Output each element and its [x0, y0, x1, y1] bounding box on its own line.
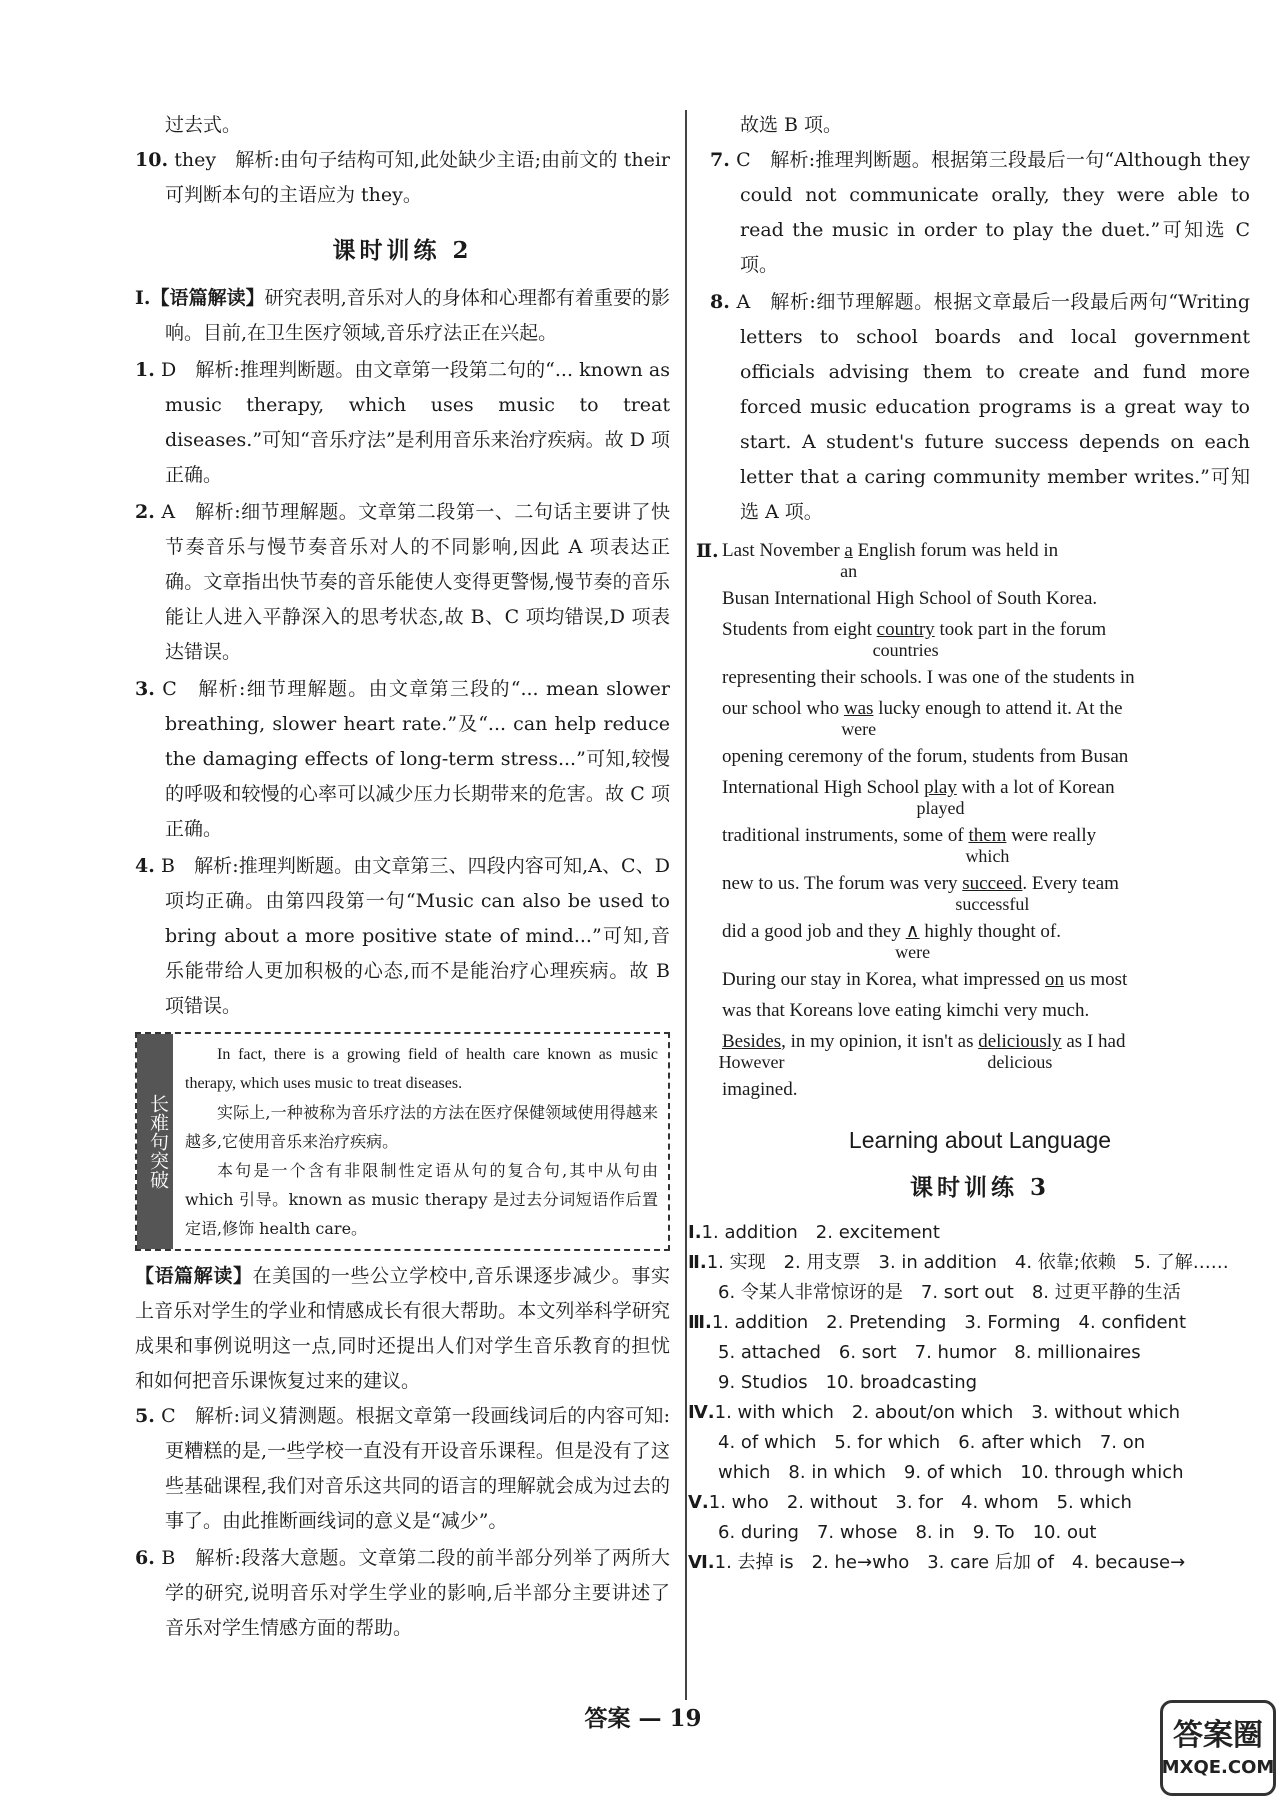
- answer-list-1: [135, 353, 670, 1024]
- correction-line: [722, 663, 1250, 694]
- text-segment: English forum was held in: [852, 540, 1059, 561]
- item-number: 8.: [710, 291, 730, 313]
- part-number: Ⅵ.: [688, 1552, 715, 1573]
- item-number: 7.: [710, 149, 730, 171]
- answer-text: 6. 令某人非常惊讶的是 7. sort out 8. 过更平静的生活: [718, 1282, 1181, 1303]
- watermark-logo: [1160, 1700, 1276, 1796]
- correction-line: [722, 694, 1250, 742]
- marked-word: was: [843, 698, 874, 719]
- answer-text: 1. addition 2. excitement: [701, 1222, 940, 1243]
- text-segment: traditional instruments, some of: [722, 825, 969, 846]
- marked-word: on: [1044, 969, 1064, 990]
- part-number: Ⅱ.: [688, 1252, 707, 1273]
- answer-line: [688, 1278, 1250, 1308]
- column-divider: [685, 110, 687, 1700]
- difficult-sentence-box: [135, 1032, 670, 1251]
- answer-text: 1. 去掉 is 2. he→who 3. care 后加 of 4. because→: [714, 1552, 1186, 1573]
- answer-line: [688, 1518, 1250, 1548]
- text-segment: our school who: [722, 698, 844, 719]
- correction-line: [722, 996, 1250, 1027]
- answer-line: [688, 1548, 1250, 1578]
- text-segment: During our stay in Korea, what impressed: [722, 969, 1045, 990]
- part-number: Ⅰ.: [688, 1222, 702, 1243]
- correction-line: [722, 965, 1250, 996]
- correction-word: successful: [955, 894, 1030, 914]
- item-number: 1.: [135, 359, 155, 381]
- summary-text: 在美国的一些公立学校中,音乐课逐步减少。事实上音乐对学生的学业和情感成长有很大帮助。本文列举科学研究成果和事例说明这一点,同时还提出人们对学生音乐教育的担忧和如何把音乐课恢复过来的建议。: [135, 1265, 670, 1392]
- item-text: B 解析:段落大意题。文章第二段的前半部分列举了两所大学的研究,说明音乐对学生学业的影响,后半部分主要讲述了音乐对学生情感方面的帮助。: [161, 1547, 670, 1639]
- text-segment: were really: [1006, 825, 1097, 846]
- correction-line: [722, 536, 1250, 584]
- line-text: [722, 694, 1123, 724]
- answer-item: [710, 143, 1250, 283]
- answer-text: 1. who 2. without 3. for 4. whom 5. which: [708, 1492, 1132, 1513]
- box-english: In fact, there is a growing field of health care known as music therapy, which uses music to treat diseases.: [185, 1046, 658, 1092]
- line-text: [722, 742, 1128, 772]
- correction-word: an: [840, 561, 858, 581]
- answer-line: [688, 1308, 1250, 1338]
- text-segment: Busan International High School of South Korea.: [722, 588, 1098, 609]
- answer-item-10: [135, 143, 670, 213]
- text-segment: . Every team: [1022, 873, 1119, 894]
- correction-line: [722, 917, 1250, 965]
- answer-line: [688, 1368, 1250, 1398]
- top-line: 过去式。: [165, 114, 242, 136]
- correction-word: delicious: [987, 1052, 1053, 1072]
- text-segment: International High School: [722, 777, 925, 798]
- box-body: [173, 1034, 668, 1249]
- item-number: 3.: [135, 678, 155, 700]
- correction-word: countries: [872, 640, 939, 660]
- item-text: B 解析:推理判断题。由文章第三、四段内容可知,A、C、D 项均正确。由第四段第一句“Music can also be used to bring about a more positive state of mind...”可知,音乐能带给人更加积极的心态,而不是能治疗心理疾病。故 B 项错误。: [160, 855, 670, 1017]
- answer-text: 1. addition 2. Pretending 3. Forming 4. confident: [711, 1312, 1187, 1333]
- page-footer: 答案 — 19: [584, 1705, 702, 1732]
- correction-line: [722, 742, 1250, 773]
- item-text: they 解析:由句子结构可知,此处缺少主语;由前文的 their 可判断本句的主语应为 they。: [165, 149, 670, 206]
- answer-item: [135, 353, 670, 493]
- answer-text: 1. with which 2. about/on which 3. without which: [714, 1402, 1181, 1423]
- answer-text: 1. 实现 2. 用支票 3. in addition 4. 依靠;依赖 5. 了解……: [706, 1252, 1229, 1273]
- answer-line: [688, 1338, 1250, 1368]
- answer-key: [688, 1218, 1250, 1578]
- answer-item: [135, 495, 670, 670]
- answer-line: [688, 1218, 1250, 1248]
- marked-word: succeed: [962, 873, 1023, 894]
- error-correction: [696, 536, 1250, 1106]
- text-segment: Last November: [722, 540, 845, 561]
- right-column: [688, 108, 1250, 1578]
- item-number: 10.: [135, 149, 169, 171]
- summary-tag: 【语篇解读】: [135, 1265, 253, 1287]
- correction-line: [722, 1075, 1250, 1106]
- correction-word: which: [965, 846, 1010, 866]
- box-chinese: 实际上,一种被称为音乐疗法的方法在医疗保健领域使用得越来越多,它使用音乐来治疗疾病。: [185, 1103, 658, 1151]
- text-segment: was that Koreans love eating kimchi very much.: [722, 1000, 1090, 1021]
- answer-text: 5. attached 6. sort 7. humor 8. millionaires: [718, 1342, 1141, 1363]
- text-segment: , in my opinion, it isn't as: [781, 1031, 979, 1052]
- answer-item: [135, 672, 670, 847]
- correction-line: [722, 869, 1250, 917]
- line-text: [722, 917, 1061, 947]
- item-text: D 解析:推理判断题。由文章第一段第二句的“... known as music therapy, which uses music to treat diseases.”可知“音乐疗法”是利用音乐来治疗疾病。故 D 项正确。: [160, 359, 670, 486]
- correction-line: [722, 773, 1250, 821]
- line-text: [722, 821, 1096, 851]
- item-number: 5.: [135, 1405, 155, 1427]
- line-text: [722, 869, 1119, 899]
- answer-line: [688, 1398, 1250, 1428]
- text-segment: us most: [1063, 969, 1128, 990]
- watermark-text: 答案圈: [1173, 1718, 1263, 1753]
- text-segment: did a good job and they: [722, 921, 906, 942]
- left-column: [135, 108, 670, 1648]
- line-text: [722, 663, 1135, 693]
- reading-summary-1: [135, 281, 670, 351]
- part-number: Ⅲ.: [688, 1312, 712, 1333]
- item-text: A 解析:细节理解题。文章第二段第一、二句话主要讲了快节奏音乐与慢节奏音乐对人的不同影响,因此 A 项表达正确。文章指出快节奏的音乐能使人变得更警惕,慢节奏的音乐能让人进入平静深入的思考状态,故 B、C 项均错误,D 项表达错误。: [161, 501, 670, 663]
- text-segment: lucky enough to attend it. At the: [873, 698, 1123, 719]
- line-text: [722, 584, 1097, 614]
- item-number: 6.: [135, 1547, 155, 1569]
- section-title: 课时训练 3: [909, 1174, 1050, 1201]
- section-title: 课时训练 2: [332, 237, 473, 264]
- answer-item: [135, 849, 670, 1024]
- line-text: [722, 965, 1127, 995]
- text-segment: opening ceremony of the forum, students from Busan: [722, 746, 1129, 767]
- answer-list-2: [135, 1399, 670, 1646]
- text-segment: as I had: [1061, 1031, 1126, 1052]
- summary-tag: 【语篇解读】: [150, 287, 265, 309]
- item-number: Ⅱ.: [696, 540, 719, 562]
- answer-text: 6. during 7. whose 8. in 9. To 10. out: [718, 1522, 1097, 1543]
- text-segment: new to us. The forum was very: [722, 873, 963, 894]
- line-text: [722, 1075, 797, 1105]
- part-number: Ⅴ.: [688, 1492, 709, 1513]
- text-segment: representing their schools. I was one of the students in: [722, 667, 1135, 688]
- item-text: C 解析:细节理解题。由文章第三段的“... mean slower breathing, slower heart rate.”及“... can help reduce the damaging effects of long-term stress...”可知,较慢的呼吸和较慢的心率可以减少压力长期带来的危害。故 C 项正确。: [162, 678, 670, 840]
- item-number: 4.: [135, 855, 155, 877]
- line-text: [722, 996, 1089, 1026]
- correction-word: played: [916, 798, 965, 818]
- correction-word: were: [895, 942, 931, 962]
- marked-word: them: [968, 825, 1007, 846]
- answer-line: [688, 1248, 1250, 1278]
- marked-word: a: [844, 540, 853, 561]
- part-number: Ⅳ.: [688, 1402, 715, 1423]
- answer-item: [135, 1399, 670, 1539]
- text-segment: Students from eight: [722, 619, 877, 640]
- marked-word: play: [924, 777, 957, 798]
- answer-line: [688, 1428, 1250, 1458]
- answer-line: [688, 1488, 1250, 1518]
- section-subtitle-en: Learning about Language: [848, 1127, 1112, 1153]
- line-text: [722, 536, 1058, 566]
- text-segment: imagined.: [722, 1079, 798, 1100]
- marked-word: Besides: [722, 1031, 782, 1052]
- answer-item: [710, 285, 1250, 530]
- answer-text: which 8. in which 9. of which 10. through which: [718, 1462, 1184, 1483]
- watermark-url: MXQE.COM: [1161, 1757, 1275, 1778]
- marked-word: ∧: [905, 921, 920, 942]
- correction-lines: [710, 536, 1250, 1106]
- correction-line: [722, 615, 1250, 663]
- correction-word: were: [841, 719, 877, 739]
- answer-text: 4. of which 5. for which 6. after which 7. on: [718, 1432, 1146, 1453]
- text-segment: with a lot of Korean: [956, 777, 1115, 798]
- text-segment: took part in the forum: [934, 619, 1107, 640]
- item-text: C 解析:推理判断题。根据第三段最后一句“Although they could not communicate orally, they were able to read the music in order to play the duet.”可知选 C 项。: [736, 149, 1250, 276]
- answer-text: 9. Studios 10. broadcasting: [718, 1372, 978, 1393]
- answer-line: [688, 1458, 1250, 1488]
- box-analysis: 本句是一个含有非限制性定语从句的复合句,其中从句由 which 引导。known as music therapy 是过去分词短语作后置定语,修饰 health care。: [185, 1161, 658, 1238]
- marked-word: deliciously: [978, 1031, 1062, 1052]
- item-number: Ⅰ.: [135, 287, 151, 309]
- correction-line: [718, 1027, 1250, 1075]
- correction-line: [722, 584, 1250, 615]
- reading-summary-2: [135, 1259, 670, 1399]
- item-text: A 解析:细节理解题。根据文章最后一段最后两句“Writing letters to school boards and local government officials advising them to create and fund more forced music education programs is a great way to start. A student's future success depends on each letter that a caring community member writes.”可知选 A 项。: [736, 291, 1250, 523]
- summary-text: 研究表明,音乐对人的身体和心理都有着重要的影响。目前,在卫生医疗领域,音乐疗法正在兴起。: [165, 287, 670, 344]
- box-label: 长难句突破: [137, 1034, 173, 1249]
- top-line: 故选 B 项。: [740, 114, 843, 136]
- answer-item: [135, 1541, 670, 1646]
- correction-word: However: [718, 1052, 785, 1072]
- marked-word: country: [876, 619, 935, 640]
- item-number: 2.: [135, 501, 155, 523]
- item-text: C 解析:词义猜测题。根据文章第一段画线词后的内容可知:更糟糕的是,一些学校一直没有开设音乐课程。但是没有了这些基础课程,我们对音乐这共同的语言的理解就会成为过去的事了。由此推断画线词的意义是“减少”。: [161, 1405, 670, 1532]
- text-segment: highly thought of.: [919, 921, 1062, 942]
- correction-line: [722, 821, 1250, 869]
